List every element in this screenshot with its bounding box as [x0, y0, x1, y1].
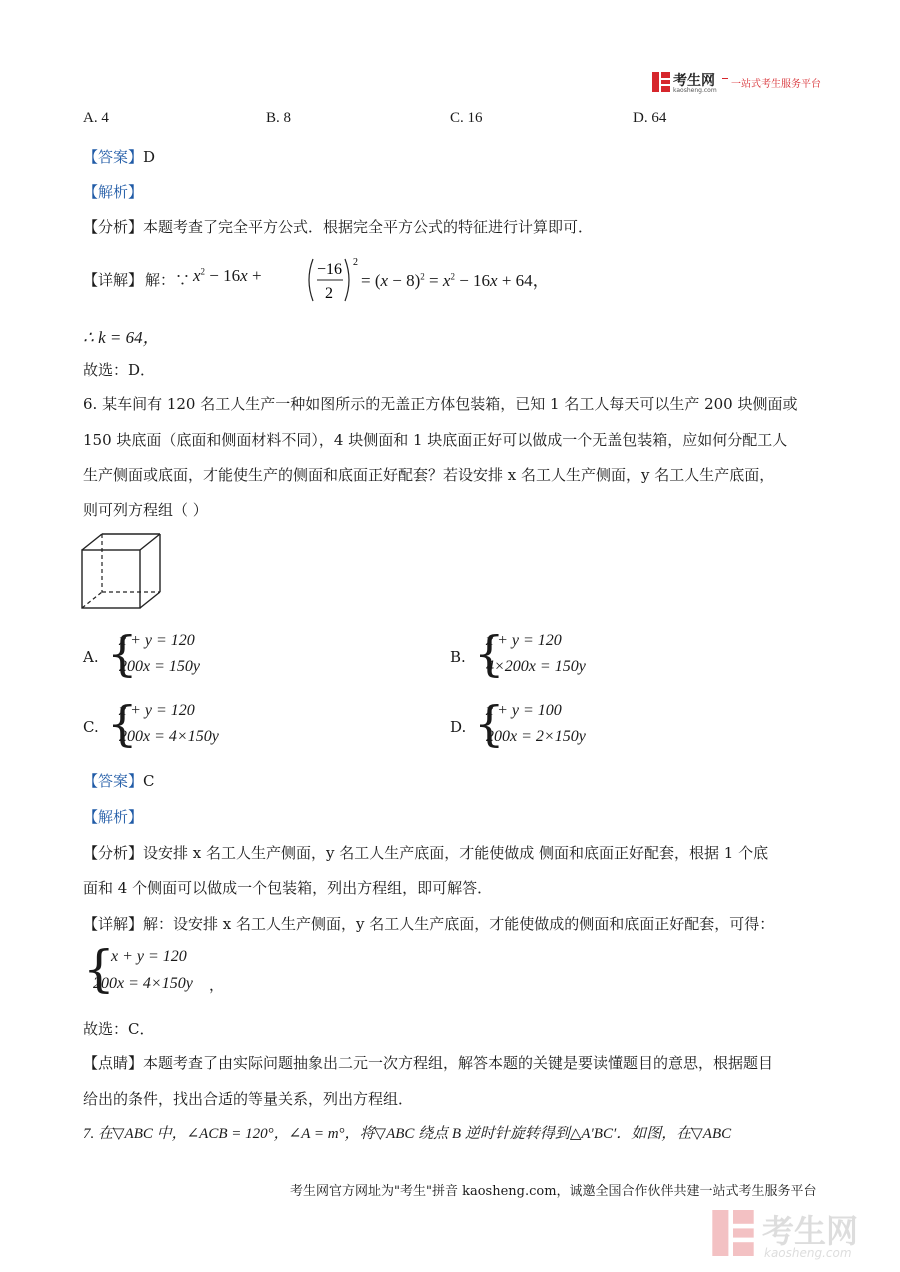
q6-stem-1: 6. 某车间有 120 名工人生产一种如图所示的无盖正方体包装箱，已知 1 名工人每天可以生产 200 块侧面或 [83, 395, 798, 413]
footer-watermark: 考生网 kaosheng.com [712, 1206, 892, 1262]
q5-option-d: D. 64 [633, 110, 667, 126]
kaosheng-watermark-icon [712, 1210, 754, 1256]
q5-formula-rhs: = $(x - 8)^2 = x^2 - 16x + 64$， [361, 271, 550, 290]
q6-equation-system: { x + y = 120 200x = 4×150y ， [83, 940, 225, 998]
q5-conclusion: ∴ k = 64， [83, 328, 160, 347]
footer-text: 考生网官方网址为"考生"拼音 kaosheng.com，诚邀全国合作伙伴共建一站式考生服务平台 [290, 1184, 817, 1199]
q6-option-a: A. { x + y = 120 200x = 150y [83, 626, 200, 682]
q6-stem-2: 150 块底面（底面和侧面材料不同），4 块侧面和 1 块底面正好可以做成一个无盖包装箱，应如何分配工人 [83, 431, 788, 449]
q6-stem-4: 则可列方程组（ ） [83, 501, 208, 519]
q6-option-b: B. { x + y = 120 4×200x = 150y [450, 626, 586, 682]
q6-option-d: D. { x + y = 100 200x = 2×150y [450, 696, 586, 752]
q6-choose: 故选：C． [83, 1020, 155, 1038]
logo-text: 考生网 [673, 73, 715, 89]
header-slogan: 一站式考生服务平台 [731, 79, 821, 90]
q5-option-a: A. 4 [83, 110, 109, 126]
brace-icon: { [107, 696, 138, 752]
logo-sub: kaosheng.com [673, 87, 717, 94]
svg-text:−16: −16 [317, 261, 343, 278]
q7-stem-1: 7. 在▽ABC 中，∠ACB = 120°，∠A = m°，将▽ABC 绕点 B 逆时针旋转得到△A′BC′．如图，在▽ABC [83, 1126, 732, 1142]
q6-stem-3: 生产侧面或底面，才能使生产的侧面和底面正好配套？若设安排 x 名工人生产侧面，y 名工人生产底面， [83, 466, 775, 484]
svg-text:2: 2 [353, 257, 358, 268]
brace-icon: { [474, 626, 505, 682]
q6-fenxi-2: 面和 4 个侧面可以做成一个包装箱，列出方程组，即可解答． [83, 879, 493, 897]
svg-text:2: 2 [325, 285, 333, 302]
q6-fenxi-1: 【分析】设安排 x 名工人生产侧面，y 名工人生产底面，才能使做成 侧面和底面正好配套，根据 1 个底 [83, 844, 769, 862]
brace-icon: { [107, 626, 138, 682]
header-logo [652, 72, 822, 96]
q6-detail: 【详解】解：设安排 x 名工人生产侧面，y 名工人生产底面，才能使做成的侧面和底面正好配套，可得： [83, 915, 775, 933]
brace-icon: { [83, 940, 115, 998]
q5-option-b: B. 8 [266, 110, 292, 126]
brace-icon: { [474, 696, 505, 752]
q5-analysis-tag: 【解析】 [83, 183, 144, 201]
kaosheng-logo-icon [652, 72, 670, 92]
q5-fenxi: 【分析】本题考查了完全平方公式．根据完全平方公式的特征进行计算即可． [83, 218, 594, 236]
q5-formula: $x^2 - 16x$ + [193, 266, 262, 285]
q6-dianjing-2: 给出的条件，找出合适的等量关系，列出方程组． [83, 1090, 414, 1108]
q6-option-c: C. { x + y = 120 200x = 4×150y [83, 696, 219, 752]
q5-detail: 【详解】 解：∵ $x^2 - 16x$ + −16 2 2 = $(x - 8)^2 = x^2 - 16x + 64$， [83, 255, 783, 305]
open-box-cube-figure [80, 532, 166, 612]
q6-analysis-tag: 【解析】 [83, 808, 144, 826]
q5-choose: 故选：D． [83, 361, 156, 379]
q6-dianjing-1: 【点睛】本题考查了由实际问题抽象出二元一次方程组，解答本题的关键是要读懂题目的意思，根据题目 [83, 1054, 774, 1072]
q5-answer: 【答案】D [83, 148, 156, 166]
q5-option-c: C. 16 [450, 110, 483, 126]
q6-answer: 【答案】C [83, 772, 155, 790]
